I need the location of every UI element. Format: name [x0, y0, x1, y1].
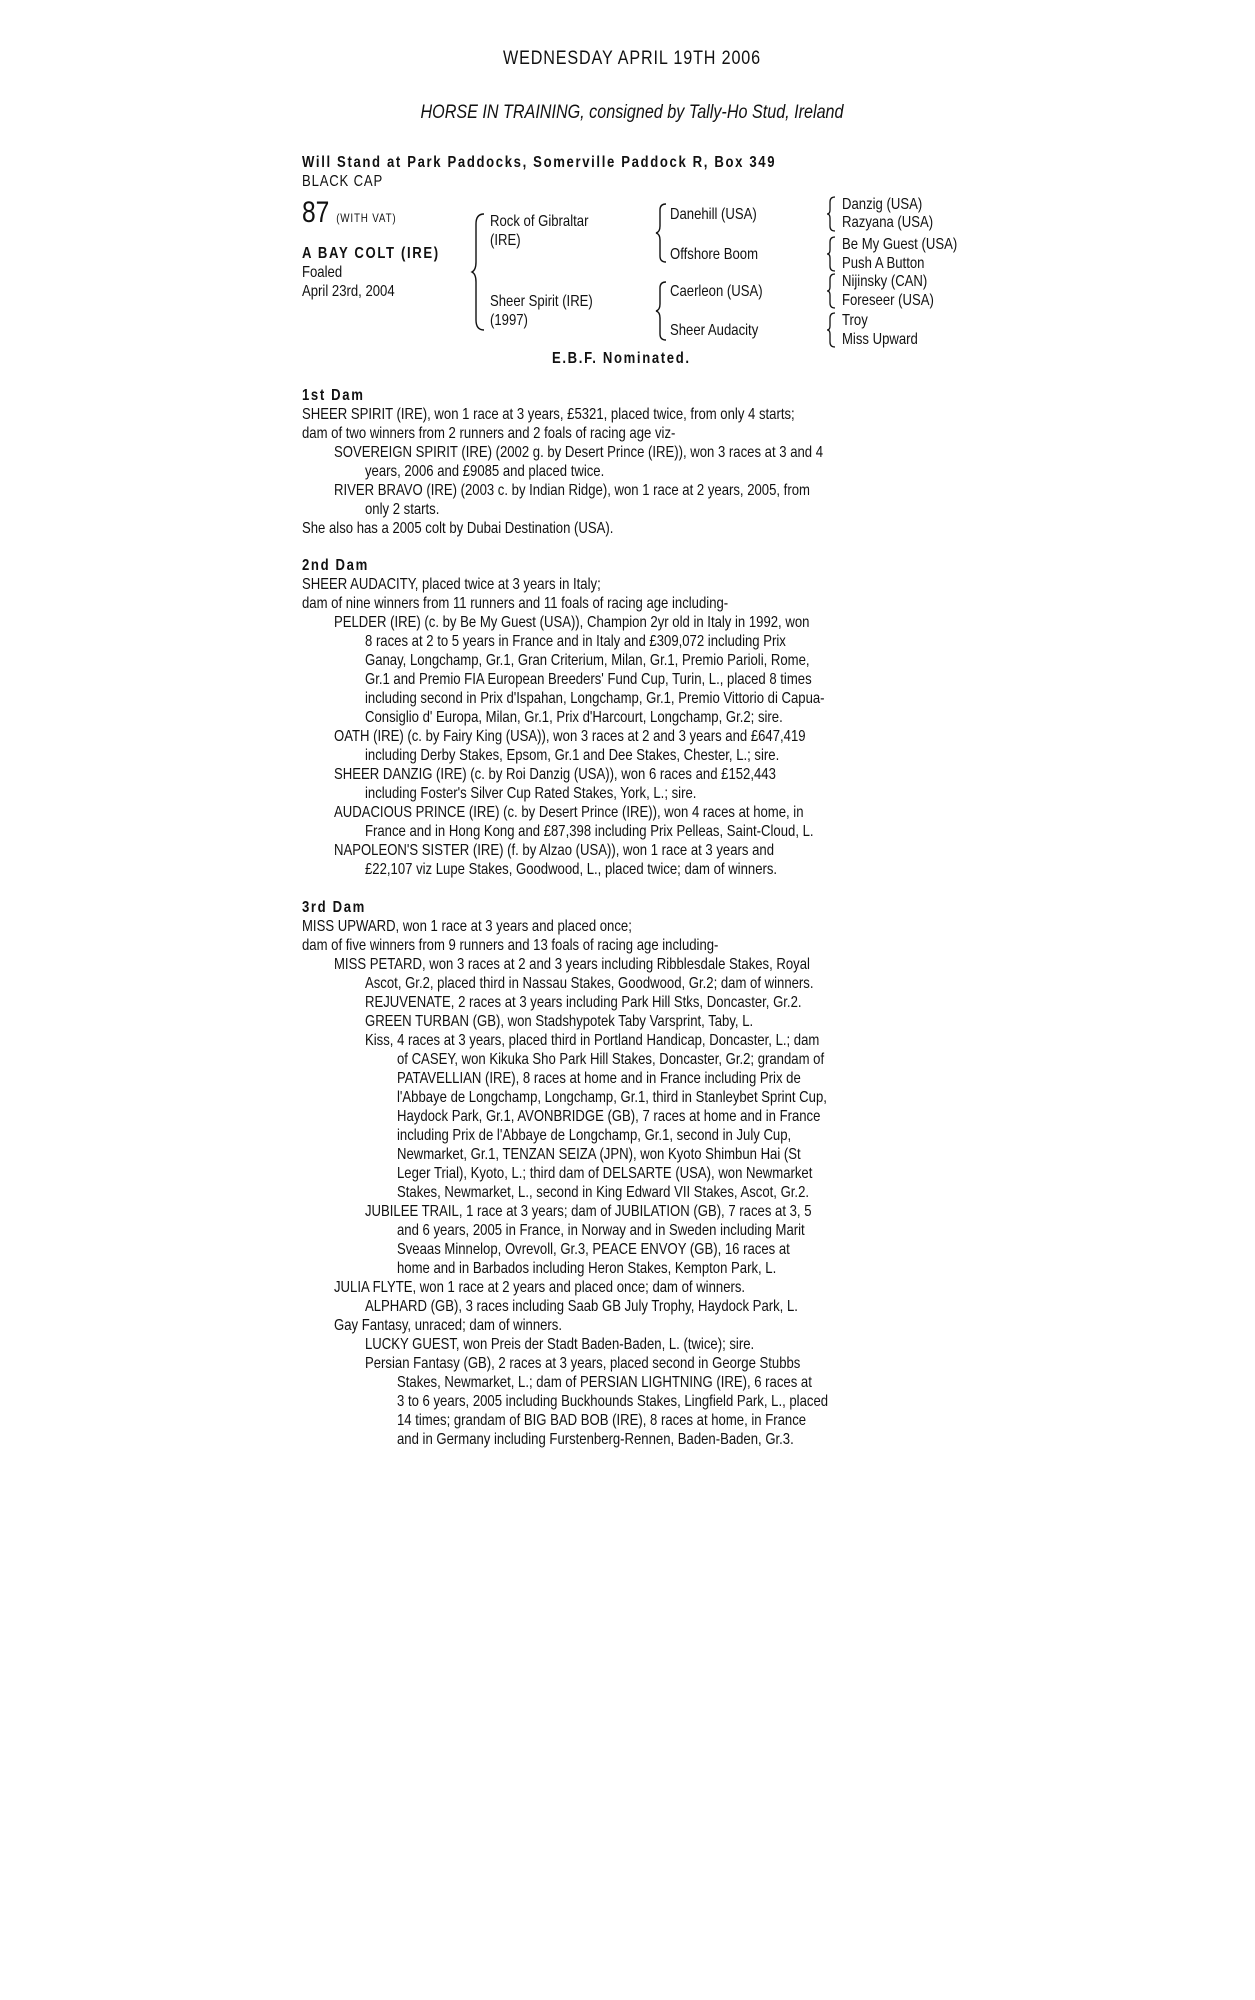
third-dam-line: 14 times; grandam of BIG BAD BOB (IRE), 8 races at home, in France [397, 1412, 807, 1429]
third-dam-line: Ascot, Gr.2, placed third in Nassau Stakes, Goodwood, Gr.2; dam of winners. [365, 975, 814, 992]
third-dam-line: dam of five winners from 9 runners and 13 foals of racing age including- [302, 937, 719, 954]
second-dam-line: dam of nine winners from 11 runners and 11 foals of racing age including- [302, 595, 729, 612]
second-dam-line: Gr.1 and Premio FIA European Breeders' Fund Cup, Turin, L., placed 8 times [365, 671, 812, 688]
second-dam-line: PELDER (IRE) (c. by Be My Guest (USA)), Champion 2yr old in Italy in 1992, won [334, 614, 810, 631]
second-dam-line: Consiglio d' Europa, Milan, Gr.1, Prix d'Harcourt, Longchamp, Gr.2; sire. [365, 709, 783, 726]
pedigree-brace-6 [827, 273, 837, 309]
third-dam-line: Sveaas Minnelop, Ovrevoll, Gr.3, PEACE ENVOY (GB), 16 races at [397, 1241, 790, 1258]
first-dam-line: SOVEREIGN SPIRIT (IRE) (2002 g. by Desert Prince (IRE)), won 3 races at 3 and 4 [334, 444, 824, 461]
dam-year: (1997) [490, 312, 528, 329]
pedigree-brace-1 [472, 212, 486, 332]
pedigree-brace-3 [656, 280, 668, 340]
sire: Rock of Gibraltar [490, 213, 589, 230]
second-dam-line: NAPOLEON'S SISTER (IRE) (f. by Alzao (USA)), won 1 race at 3 years and [334, 842, 774, 859]
vat-note: (WITH VAT) [336, 211, 397, 225]
third-dam-heading: 3rd Dam [302, 899, 366, 916]
sire-country: (IRE) [490, 232, 521, 249]
cap-colour: BLACK CAP [302, 173, 384, 190]
third-dam-line: GREEN TURBAN (GB), won Stadshypotek Taby Varsprint, Taby, L. [365, 1013, 754, 1030]
third-dam-line: of CASEY, won Kikuka Sho Park Hill Stakes, Doncaster, Gr.2; grandam of [397, 1051, 825, 1068]
foaled-date: April 23rd, 2004 [302, 283, 395, 300]
great-grandsire-1: Danzig (USA) [842, 196, 923, 213]
dam-dam: Sheer Audacity [670, 322, 759, 339]
third-dam-line: REJUVENATE, 2 races at 3 years including Park Hill Stks, Doncaster, Gr.2. [365, 994, 802, 1011]
second-dam-line: including Derby Stakes, Epsom, Gr.1 and Dee Stakes, Chester, L.; sire. [365, 747, 780, 764]
sale-date: WEDNESDAY APRIL 19TH 2006 [503, 48, 761, 69]
first-dam-line: only 2 starts. [365, 501, 440, 518]
third-dam-line: Persian Fantasy (GB), 2 races at 3 years, placed second in George Stubbs [365, 1355, 801, 1372]
pedigree-brace-2 [656, 202, 668, 262]
lot-number [302, 196, 397, 230]
third-dam-line: and in Germany including Furstenberg-Rennen, Baden-Baden, Gr.3. [397, 1431, 794, 1448]
pedigree-brace-4 [827, 196, 837, 232]
lot-number-value: 87 [302, 196, 330, 229]
third-dam-line: MISS PETARD, won 3 races at 2 and 3 years including Ribblesdale Stakes, Royal [334, 956, 810, 973]
third-dam-line: Leger Trial), Kyoto, L.; third dam of DELSARTE (USA), won Newmarket [397, 1165, 813, 1182]
second-dam-line: France and in Hong Kong and £87,398 including Prix Pelleas, Saint-Cloud, L. [365, 823, 814, 840]
second-dam-line: SHEER AUDACITY, placed twice at 3 years in Italy; [302, 576, 601, 593]
lot-location: Will Stand at Park Paddocks, Somerville Paddock R, Box 349 [302, 154, 777, 171]
dam: Sheer Spirit (IRE) [490, 293, 593, 310]
lot-description: A BAY COLT (IRE) [302, 245, 440, 262]
first-dam-line: She also has a 2005 colt by Dubai Destination (USA). [302, 520, 614, 537]
pedigree-brace-5 [827, 236, 837, 272]
second-dam-line: £22,107 viz Lupe Stakes, Goodwood, L., placed twice; dam of winners. [365, 861, 778, 878]
second-dam-line: including second in Prix d'Ispahan, Longchamp, Gr.1, Premio Vittorio di Capua- [365, 690, 825, 707]
first-dam-line: dam of two winners from 2 runners and 2 foals of racing age viz- [302, 425, 676, 442]
third-dam-line: and 6 years, 2005 in France, in Norway and in Sweden including Marit [397, 1222, 805, 1239]
third-dam-line: LUCKY GUEST, won Preis der Stadt Baden-Baden, L. (twice); sire. [365, 1336, 755, 1353]
great-grandsire-2: Be My Guest (USA) [842, 236, 958, 253]
third-dam-line: l'Abbaye de Longchamp, Longchamp, Gr.1, third in Stanleybet Sprint Cup, [397, 1089, 827, 1106]
second-dam-line: Ganay, Longchamp, Gr.1, Gran Criterium, Milan, Gr.1, Premio Parioli, Rome, [365, 652, 810, 669]
lot-type-heading: HORSE IN TRAINING, consigned by Tally-Ho Stud, Ireland [420, 102, 844, 123]
second-dam-line: AUDACIOUS PRINCE (IRE) (c. by Desert Prince (IRE)), won 4 races at home, in [334, 804, 804, 821]
second-dam-line: OATH (IRE) (c. by Fairy King (USA)), won 3 races at 2 and 3 years and £647,419 [334, 728, 806, 745]
great-granddam-2: Push A Button [842, 255, 925, 272]
pedigree-brace-7 [827, 312, 837, 348]
second-dam-line: SHEER DANZIG (IRE) (c. by Roi Danzig (USA)), won 6 races and £152,443 [334, 766, 776, 783]
first-dam-line: years, 2006 and £9085 and placed twice. [365, 463, 605, 480]
ebf-nominated: E.B.F. Nominated. [552, 350, 691, 367]
second-dam-line: including Foster's Silver Cup Rated Stakes, York, L.; sire. [365, 785, 697, 802]
third-dam-line: JUBILEE TRAIL, 1 race at 3 years; dam of JUBILATION (GB), 7 races at 3, 5 [365, 1203, 812, 1220]
great-grandsire-4: Troy [842, 312, 868, 329]
first-dam-heading: 1st Dam [302, 387, 365, 404]
great-granddam-3: Foreseer (USA) [842, 292, 934, 309]
first-dam-line: RIVER BRAVO (IRE) (2003 c. by Indian Ridge), won 1 race at 2 years, 2005, from [334, 482, 810, 499]
third-dam-line: ALPHARD (GB), 3 races including Saab GB July Trophy, Haydock Park, L. [365, 1298, 798, 1315]
sire-dam: Offshore Boom [670, 246, 758, 263]
great-granddam-4: Miss Upward [842, 331, 918, 348]
third-dam-line: Stakes, Newmarket, L., second in King Edward VII Stakes, Ascot, Gr.2. [397, 1184, 810, 1201]
great-grandsire-3: Nijinsky (CAN) [842, 273, 928, 290]
second-dam-line: 8 races at 2 to 5 years in France and in Italy and £309,072 including Prix [365, 633, 786, 650]
third-dam-line: Kiss, 4 races at 3 years, placed third in Portland Handicap, Doncaster, L.; dam [365, 1032, 820, 1049]
third-dam-line: 3 to 6 years, 2005 including Buckhounds Stakes, Lingfield Park, L., placed [397, 1393, 829, 1410]
third-dam-line: Newmarket, Gr.1, TENZAN SEIZA (JPN), won Kyoto Shimbun Hai (St [397, 1146, 801, 1163]
sire-sire: Danehill (USA) [670, 206, 757, 223]
foaled-label: Foaled [302, 264, 343, 281]
third-dam-line: Gay Fantasy, unraced; dam of winners. [334, 1317, 563, 1334]
second-dam-heading: 2nd Dam [302, 557, 369, 574]
third-dam-line: MISS UPWARD, won 1 race at 3 years and placed once; [302, 918, 632, 935]
third-dam-line: PATAVELLIAN (IRE), 8 races at home and in France including Prix de [397, 1070, 801, 1087]
third-dam-line: Stakes, Newmarket, L.; dam of PERSIAN LIGHTNING (IRE), 6 races at [397, 1374, 812, 1391]
dam-sire: Caerleon (USA) [670, 283, 763, 300]
third-dam-line: including Prix de l'Abbaye de Longchamp, Gr.1, second in July Cup, [397, 1127, 792, 1144]
third-dam-line: Haydock Park, Gr.1, AVONBRIDGE (GB), 7 races at home and in France [397, 1108, 821, 1125]
third-dam-line: JULIA FLYTE, won 1 race at 2 years and placed once; dam of winners. [334, 1279, 746, 1296]
first-dam-line: SHEER SPIRIT (IRE), won 1 race at 3 years, £5321, placed twice, from only 4 starts; [302, 406, 795, 423]
great-granddam-1: Razyana (USA) [842, 214, 934, 231]
third-dam-line: home and in Barbados including Heron Stakes, Kempton Park, L. [397, 1260, 777, 1277]
